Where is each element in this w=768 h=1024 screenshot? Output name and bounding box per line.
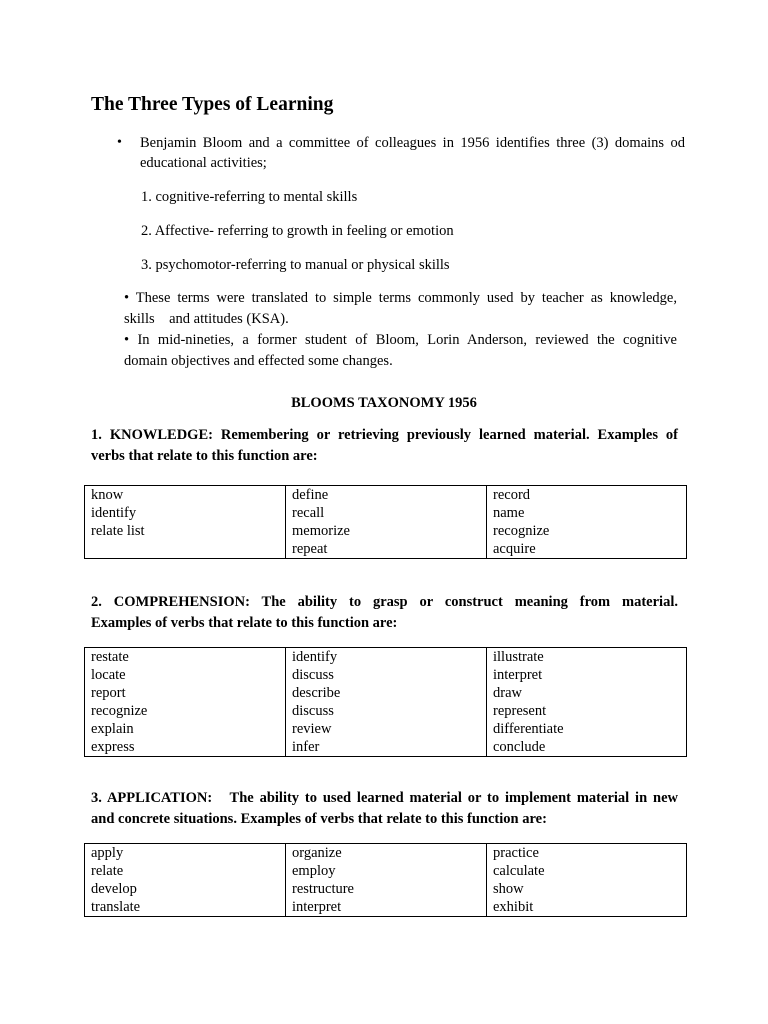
verb-cell: apply: [91, 845, 124, 861]
document-title: The Three Types of Learning: [91, 94, 334, 115]
verb-cell: calculate: [493, 863, 545, 879]
verb-cell: recognize: [91, 703, 148, 719]
knowledge-verbs-table: [84, 485, 687, 559]
intro-bullet-text: Benjamin Bloom and a committee of colleagues in 1956 identifies three (3) domains od educational activities;: [140, 135, 685, 171]
verb-cell: conclude: [493, 739, 546, 755]
table-row: [85, 844, 687, 917]
verb-cell: recall: [292, 505, 325, 521]
verb-cell: show: [493, 881, 524, 897]
verb-column: [487, 844, 687, 917]
taxonomy-heading: BLOOMS TAXONOMY 1956: [291, 395, 477, 411]
application-verbs-table: [84, 843, 687, 917]
verb-cell: describe: [292, 685, 341, 701]
note-ksa-line-1: • These terms were translated to simple terms commonly used by teacher as knowledge,: [124, 290, 677, 306]
table-row: [85, 648, 687, 757]
section-application-heading: [91, 788, 678, 830]
verb-column: [286, 648, 487, 757]
verb-cell: translate: [91, 899, 141, 915]
section-application-heading-line-2: and concrete situations. Examples of verbs that relate to this function are:: [91, 811, 547, 827]
verb-column: [85, 486, 286, 559]
note-anderson: [124, 330, 677, 372]
verb-cell: express: [91, 739, 135, 755]
verb-cell: interpret: [292, 899, 342, 915]
verb-cell: discuss: [292, 703, 334, 719]
verb-cell: explain: [91, 721, 134, 737]
verb-cell: define: [292, 487, 329, 503]
verb-cell: name: [493, 505, 525, 521]
section-knowledge-heading: [91, 425, 678, 467]
verb-cell: employ: [292, 863, 336, 879]
verb-cell: restructure: [292, 881, 354, 897]
table-row: [85, 486, 687, 559]
domain-item-affective: 2. Affective- referring to growth in feeling or emotion: [141, 223, 454, 239]
domain-item-cognitive: 1. cognitive-referring to mental skills: [141, 189, 358, 205]
section-comprehension-heading-line-2: Examples of verbs that relate to this function are:: [91, 615, 398, 631]
section-knowledge-heading-line-2: verbs that relate to this function are:: [91, 448, 318, 464]
verb-cell: identify: [292, 649, 338, 665]
verb-cell: organize: [292, 845, 342, 861]
verb-cell: repeat: [292, 541, 328, 557]
verb-cell: acquire: [493, 541, 536, 557]
verb-cell: identify: [91, 505, 137, 521]
verb-column: [286, 844, 487, 917]
verb-column: [487, 648, 687, 757]
verb-column: [487, 486, 687, 559]
verb-cell: restate: [91, 649, 129, 665]
verb-cell: illustrate: [493, 649, 544, 665]
verb-cell: represent: [493, 703, 547, 719]
verb-column: [286, 486, 487, 559]
verb-cell: infer: [292, 739, 320, 755]
verb-cell: differentiate: [493, 721, 564, 737]
section-application-heading-line-1: 3. APPLICATION: The ability to used learned material or to implement material in new: [91, 790, 678, 806]
verb-cell: practice: [493, 845, 539, 861]
verb-cell: develop: [91, 881, 137, 897]
bullet-icon: •: [117, 135, 122, 150]
domain-item-psychomotor: 3. psychomotor-referring to manual or physical skills: [141, 257, 450, 273]
note-anderson-line-1: • In mid-nineties, a former student of Bloom, Lorin Anderson, reviewed the cognitive: [124, 332, 677, 348]
section-comprehension-heading-line-1: 2. COMPREHENSION: The ability to grasp or construct meaning from material.: [91, 594, 678, 610]
verb-cell: discuss: [292, 667, 334, 683]
verb-cell: draw: [493, 685, 522, 701]
verb-cell: memorize: [292, 523, 350, 539]
verb-column: [85, 648, 286, 757]
verb-cell: recognize: [493, 523, 550, 539]
verb-cell: know: [91, 487, 124, 503]
section-knowledge-heading-line-1: 1. KNOWLEDGE: Remembering or retrieving previously learned material. Examples of: [91, 427, 678, 443]
verb-cell: locate: [91, 667, 126, 683]
verb-cell: report: [91, 685, 126, 701]
section-comprehension-heading: [91, 592, 678, 634]
note-anderson-line-2: domain objectives and effected some changes.: [124, 353, 393, 369]
verb-cell: relate list: [91, 523, 145, 539]
verb-column: [85, 844, 286, 917]
comprehension-verbs-table: [84, 647, 687, 757]
verb-cell: record: [493, 487, 531, 503]
verb-cell: exhibit: [493, 899, 534, 915]
verb-cell: review: [292, 721, 332, 737]
note-ksa: [124, 288, 677, 330]
verb-cell: relate: [91, 863, 124, 879]
note-ksa-line-2: skills and attitudes (KSA).: [124, 311, 289, 327]
verb-cell: interpret: [493, 667, 543, 683]
